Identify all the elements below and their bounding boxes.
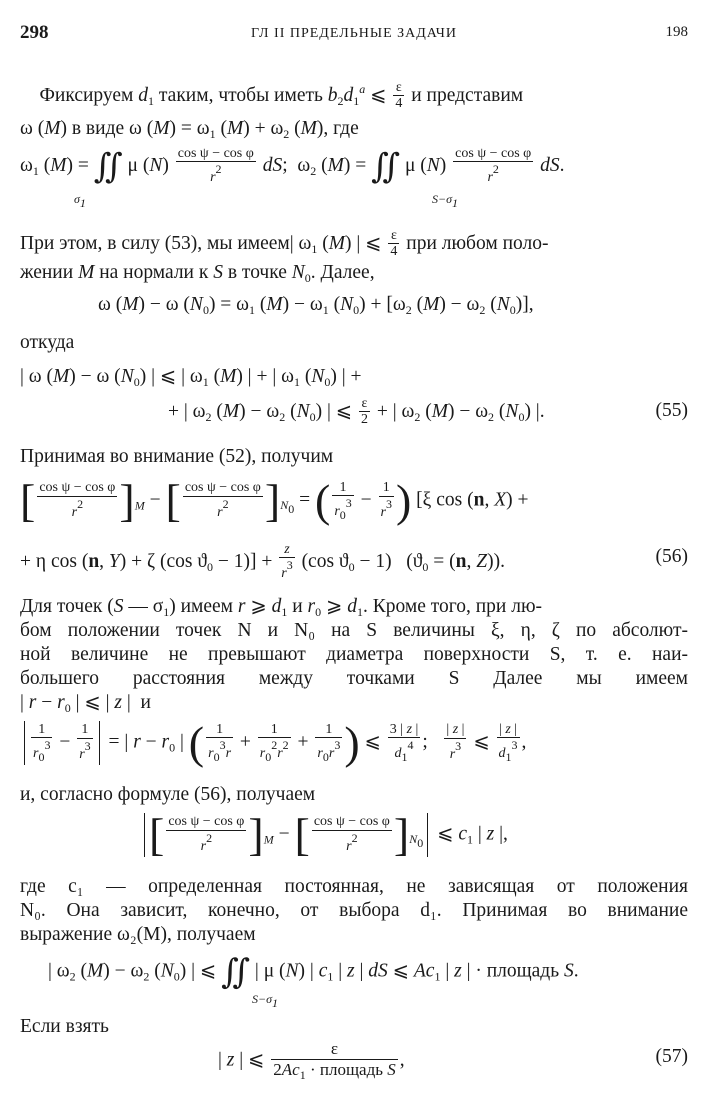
paragraph-1-line-1: Фиксируем $d_1$ таким, чтобы иметь $b_2d_1^a$ ⩽ $\frac{\varepsilon}{4}$ и представим bbox=[39, 80, 524, 112]
paragraph-4-line-3: ной величине не превышают диаметра поверхности S, т. е. наи- bbox=[20, 644, 688, 665]
equation-number-55: (55) bbox=[655, 400, 688, 421]
paragraph-6-line-2: N₀. Она зависит, конечно, от выбора d₁. Принимая во внимание bbox=[20, 900, 688, 921]
integral-limit: $\sigma_1$ bbox=[74, 192, 86, 210]
equation-bound-c1: [ $\frac{\text{cos ψ − cos φ}}{r^2}$ ]$_M$ − [ $\frac{\text{cos ψ − cos φ}}{r^2}$ ]$_{N_0}$ ⩽ $c_1$ | z |, bbox=[140, 812, 508, 858]
equation-omega-split: $\omega_1$ (M) = ∬ μ (N) $\frac{\text{cos ψ − cos φ}}{r^2}$ dS; $\omega_2$ (M) = ∬ μ (N) $\frac{\text{cos ψ − cos φ}}{r^2}$ dS. bbox=[20, 146, 565, 186]
running-title: ГЛ II ПРЕДЕЛЬНЫЕ ЗАДАЧИ bbox=[251, 26, 457, 41]
equation-56-line-1: [ $\frac{\text{cos ψ − cos φ}}{r^2}$ ]$_M$ − [ $\frac{\text{cos ψ − cos φ}}{r^2}$ ]$_{N_0}$ = ( $\frac{1}{r_0^3}$ − $\frac{1}{r^3}$ ) [ξ cos (n, X) + bbox=[20, 475, 529, 526]
integral-limit: $S-\sigma_1$ bbox=[432, 192, 459, 210]
fraction: $\frac{\varepsilon}{4}$ bbox=[395, 80, 403, 112]
word-otkuda: откуда bbox=[20, 332, 75, 353]
section-number: 198 bbox=[665, 24, 688, 40]
equation-56-line-2: + η cos (n, Y) + ζ (cos $ϑ_0 - 1$)] + $\frac{z}{r^3}$ (cos $ϑ_0 - 1$) ($ϑ_0 = (n$, Z)). bbox=[20, 542, 505, 582]
equation-55-line-2: + | $\omega_2$ $(M) - \omega_2$ $(N_0)$ | ⩽ $\frac{\varepsilon}{2}$ + | $\omega_2$ $(M) - \omega_2$ $(N_0)$ |. bbox=[168, 396, 545, 428]
page-number: 298 bbox=[20, 22, 49, 43]
equation-57: | z | ⩽ $\frac{\varepsilon}{2Ac_1 \cdot площадь S}$ , bbox=[218, 1039, 405, 1082]
equation-number-56: (56) bbox=[655, 546, 688, 567]
equation-number-57: (57) bbox=[655, 1046, 688, 1067]
integral-limit: $S-\sigma_1$ bbox=[252, 992, 279, 1010]
paragraph-3: Принимая во внимание (52), получим bbox=[20, 446, 334, 467]
paragraph-2-line-1: При этом, в силу (53), мы имеем| $\omega_1$ (M) | ⩽ $\frac{\varepsilon}{4}$ при любом поло- bbox=[20, 228, 549, 260]
paragraph-7: Если взять bbox=[20, 1016, 109, 1037]
paragraph-6-line-3: выражение ω₂(M), получаем bbox=[20, 924, 256, 945]
equation-55-line-1: | ω (M) − ω $(N_0)$ | ⩽ | $\omega_1$ (M) | + | $\omega_1$ $(N_0)$ | + bbox=[20, 366, 362, 389]
paragraph-4-line-1: Для точек (S — $\sigma_1$) имеем r ⩾ $d_1$ и $r_0$ ⩾ $d_1$. Кроме того, при лю- bbox=[20, 596, 543, 619]
paragraph-6-line-1: где c₁ — определенная постоянная, не зависящая от положения bbox=[20, 876, 688, 897]
paragraph-1-line-2: ω (M) в виде ω $(M) = \omega_1$ $(M) + \omega_2$ (M), где bbox=[20, 118, 359, 141]
equation-omega2-bound: | $\omega_2$ $(M) - \omega_2$ $(N_0)$ | ⩽ ∬ | μ (N) | $c_1$ | z | dS ⩽ $Ac_1$ | z | · площадь S. bbox=[48, 954, 579, 991]
paragraph-4-line-5: | $r - r_0$ | ⩽ | z | и bbox=[20, 692, 151, 715]
paragraph-4-line-2: бом положении точек N и N₀ на S величины ξ, η, ζ по абсолют- bbox=[20, 620, 688, 641]
paragraph-5: и, согласно формуле (56), получаем bbox=[20, 784, 316, 805]
paragraph-2-line-2: жении M на нормали к S в точке $N_0$. Далее, bbox=[20, 262, 375, 285]
equation-inequalities: $\frac{1}{r_0^3}$ − $\frac{1}{r^3}$ = | $r - r_0$ | ( $\frac{1}{r_0^3r}$ + $\frac{1}{r_0^2r^2}$ + $\frac{1}{r_0r^3}$ ) ⩽ $\frac{3 | z |}{d_1^4}$ ; $\frac{| z |}{r^3}$ ⩽ $\frac{| z |}{d_1^3}$ , bbox=[20, 720, 526, 766]
equation-difference: ω (M) − ω $(N_0) = \omega_1$ $(M) - \omega_1$ $(N_0) + [\omega_2$ $(M) - \omega_2$ $(N_0)$], bbox=[98, 294, 534, 317]
page-header bbox=[20, 22, 688, 46]
paragraph-4-line-4: большего расстояния между точками S Далее мы имеем bbox=[20, 668, 688, 689]
